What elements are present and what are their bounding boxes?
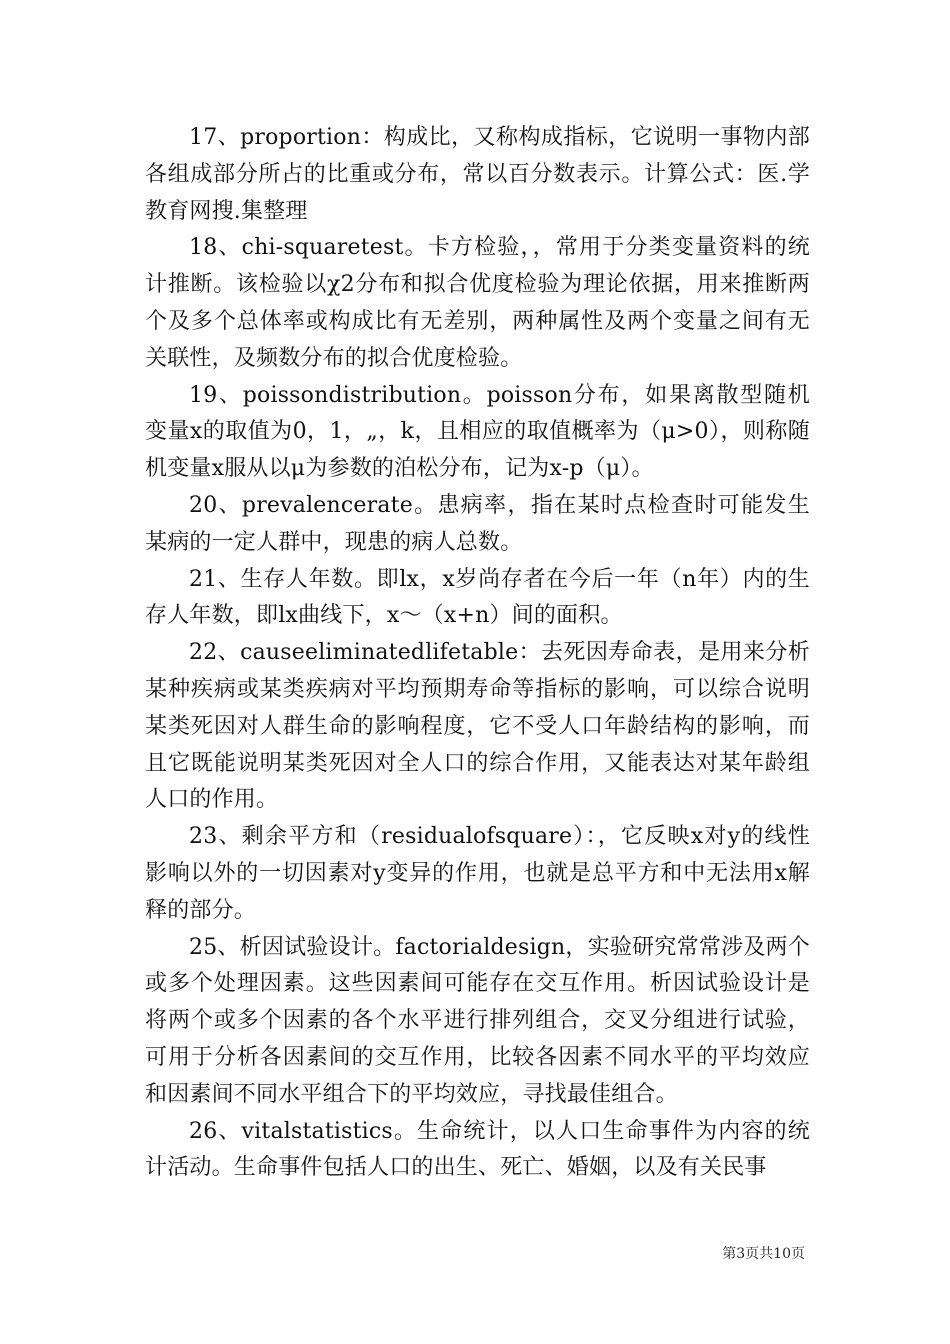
paragraph-22: 22、causeeliminatedlifetable：去死因寿命表，是用来分析某种疾病或某类疾病对平均预期寿命等指标的影响，可以综合说明某类死因对人群生命的影响程度，它不受人口年龄结构的影响，而且它既能说明某类死因对全人口的综合作用，又能表达对某年龄组人口的作用。: [145, 640, 810, 813]
paragraph-26: 26、vitalstatistics。生命统计，以人口生命事件为内容的统计活动。生命事件包括人口的出生、死亡、婚姻，以及有关民事: [145, 1118, 810, 1181]
paragraph-25: 25、析因试验设计。factorialdesign，实验研究常常涉及两个或多个处理因素。这些因素间可能存在交互作用。析因试验设计是将两个或多个因素的各个水平进行排列组合，交叉分组进行试验，可用于分析各因素间的交互作用，比较各因素不同水平的平均效应和因素间不同水平组合下的平均效应，寻找最佳组合。: [145, 934, 810, 1107]
paragraph-17: 17、proportion：构成比，又称构成指标，它说明一事物内部各组成部分所占的比重或分布，常以百分数表示。计算公式：医.学教育网搜.集整理: [145, 125, 810, 224]
document-body: [145, 120, 810, 1187]
paragraph-18: 18、chi-squaretest。卡方检验，，常用于分类变量资料的统计推断。该检验以χ2分布和拟合优度检验为理论依据，用来推断两个及多个总体率或构成比有无差别，两种属性及两个变量之间有无关联性，及频数分布的拟合优度检验。: [145, 235, 810, 371]
paragraph-21: 21、生存人年数。即lx，x岁尚存者在今后一年（n年）内的生存人年数，即lx曲线下，x～（x+n）间的面积。: [145, 566, 810, 629]
paragraph-19: 19、poissondistribution。poisson分布，如果离散型随机变量x的取值为0，1，„，k，且相应的取值概率为（μ>0），则称随机变量x服从以μ为参数的泊松分布，记为x-p（μ）。: [145, 382, 810, 482]
paragraph-23: 23、剩余平方和（residualofsquare）：，它反映x对y的线性影响以外的一切因素对y变异的作用，也就是总平方和中无法用x解释的部分。: [145, 824, 810, 923]
page-number: 第3页共10页: [722, 1246, 805, 1262]
paragraph-20: 20、prevalencerate。患病率，指在某时点检查时可能发生某病的一定人群中，现患的病人总数。: [145, 492, 810, 555]
